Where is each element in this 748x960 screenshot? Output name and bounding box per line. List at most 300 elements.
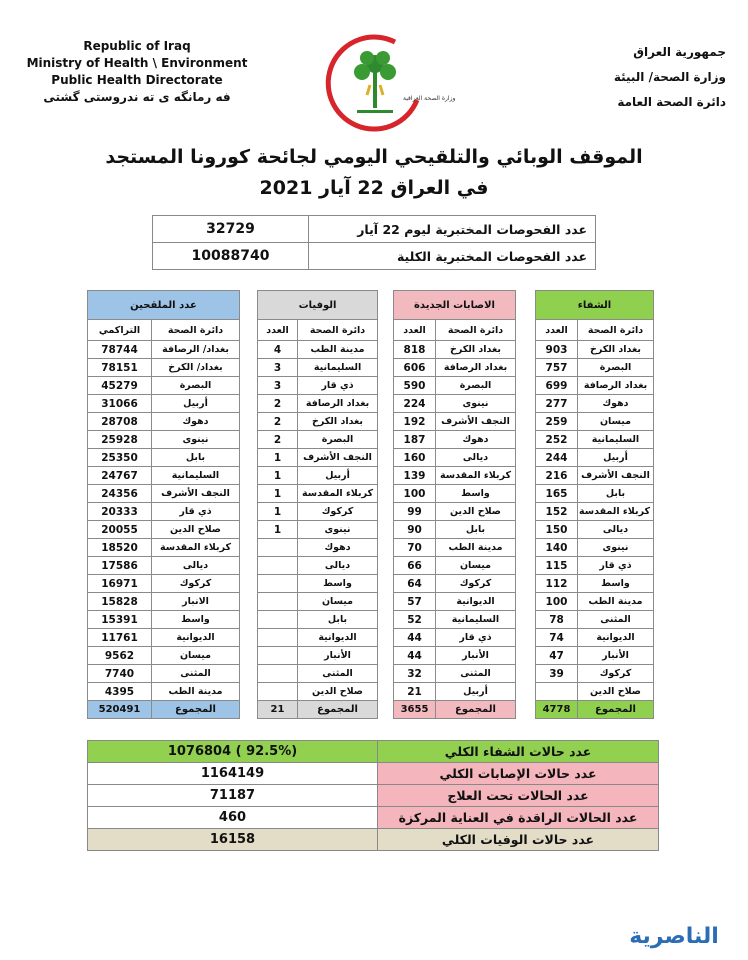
count-cell: 187 — [394, 431, 436, 449]
dept-cell: بغداد الرصافة — [298, 395, 378, 413]
header-en-line: Republic of Iraq — [83, 39, 191, 53]
count-cell: 757 — [536, 359, 578, 377]
dept-cell: دهوك — [152, 413, 240, 431]
count-cell: 11761 — [88, 629, 152, 647]
table-row — [394, 449, 516, 467]
count-cell — [258, 611, 298, 629]
table-row — [88, 593, 240, 611]
table-row — [258, 683, 378, 701]
total-label: المجموع — [436, 701, 516, 719]
count-cell: 1 — [258, 485, 298, 503]
dept-cell: صلاح الدين — [298, 683, 378, 701]
dept-cell: الديوانية — [578, 629, 654, 647]
dept-cell: بغداد الرصافة — [436, 359, 516, 377]
count-cell: 28708 — [88, 413, 152, 431]
table-row — [258, 341, 378, 359]
title-line-2: في العراق 22 آيار 2021 — [259, 177, 489, 199]
count-cell: 277 — [536, 395, 578, 413]
dept-cell: الأنبار — [436, 647, 516, 665]
dept-cell: كركوك — [578, 665, 654, 683]
summary-label: عدد الحالات الراقدة في العناية المركزة — [378, 807, 659, 829]
table-row — [536, 449, 654, 467]
table-row — [536, 467, 654, 485]
count-cell: 606 — [394, 359, 436, 377]
table-row — [258, 593, 378, 611]
watermark-text: الناصرية — [629, 924, 719, 949]
dept-cell: أربيل — [578, 449, 654, 467]
dept-cell: البصرة — [436, 377, 516, 395]
dept-cell: بغداد الكرخ — [578, 341, 654, 359]
table-row — [536, 341, 654, 359]
dept-cell: كربلاء المقدسة — [298, 485, 378, 503]
count-cell: 115 — [536, 557, 578, 575]
count-cell: 100 — [394, 485, 436, 503]
count-cell — [258, 539, 298, 557]
table-row — [258, 539, 378, 557]
table-row — [88, 575, 240, 593]
count-cell: 47 — [536, 647, 578, 665]
count-cell: 216 — [536, 467, 578, 485]
table-row — [258, 467, 378, 485]
table-row — [258, 557, 378, 575]
summary-value: 16158 — [88, 829, 378, 851]
table-row — [258, 485, 378, 503]
count-cell: 39 — [536, 665, 578, 683]
table-row — [394, 575, 516, 593]
count-cell: 25350 — [88, 449, 152, 467]
table-row — [258, 629, 378, 647]
dept-cell: النجف الأشرف — [436, 413, 516, 431]
recovery-total-row — [536, 701, 654, 719]
dept-cell: المثنى — [436, 665, 516, 683]
total-value: 520491 — [88, 701, 152, 719]
count-cell: 2 — [258, 395, 298, 413]
count-cell: 2 — [258, 431, 298, 449]
dept-cell: واسط — [298, 575, 378, 593]
count-cell: 165 — [536, 485, 578, 503]
table-row — [88, 557, 240, 575]
total-label: المجموع — [578, 701, 654, 719]
table-row — [88, 395, 240, 413]
count-cell: 18520 — [88, 539, 152, 557]
dept-cell: دهوك — [436, 431, 516, 449]
dept-cell: كربلاء المقدسة — [578, 503, 654, 521]
dept-cell: ديالى — [578, 521, 654, 539]
table-row — [88, 611, 240, 629]
header-english — [22, 38, 252, 106]
count-cell: 74 — [536, 629, 578, 647]
count-cell: 44 — [394, 629, 436, 647]
summary-label: عدد حالات الإصابات الكلي — [378, 763, 659, 785]
header-ar-line: وزارة الصحة/ البيئة — [613, 70, 726, 84]
table-row — [258, 431, 378, 449]
table-row — [88, 539, 240, 557]
dept-cell: السليمانية — [152, 467, 240, 485]
count-cell: 24767 — [88, 467, 152, 485]
table-row — [394, 611, 516, 629]
count-cell: 150 — [536, 521, 578, 539]
count-cell: 1 — [258, 521, 298, 539]
dept-cell: صلاح الدين — [436, 503, 516, 521]
total-label: المجموع — [152, 701, 240, 719]
summary-label: عدد حالات الشفاء الكلي — [378, 741, 659, 763]
dept-cell: ذي قار — [152, 503, 240, 521]
dept-cell: مدينة الطب — [152, 683, 240, 701]
dept-cell: واسط — [152, 611, 240, 629]
table-row — [258, 359, 378, 377]
count-cell: 66 — [394, 557, 436, 575]
tests-table — [152, 215, 596, 270]
logo-caption: وزارة الصحة العراقية — [403, 95, 456, 102]
count-cell: 2 — [258, 413, 298, 431]
cases-table — [393, 290, 516, 719]
summary-table — [87, 740, 659, 851]
table-row — [88, 341, 240, 359]
table-row — [394, 467, 516, 485]
dept-cell: الديوانية — [298, 629, 378, 647]
cases-total-row — [394, 701, 516, 719]
dept-cell: صلاح الدين — [578, 683, 654, 701]
dept-cell: دهوك — [578, 395, 654, 413]
dept-cell: بغداد/ الكرخ — [152, 359, 240, 377]
table-row — [88, 449, 240, 467]
table-row — [258, 611, 378, 629]
count-cell — [258, 647, 298, 665]
count-cell: 1 — [258, 503, 298, 521]
dept-cell: مدينة الطب — [298, 341, 378, 359]
tests-label: عدد الفحوصات المختبرية ليوم 22 آيار — [309, 216, 596, 243]
dept-cell: مدينة الطب — [578, 593, 654, 611]
dept-cell: صلاح الدين — [152, 521, 240, 539]
dept-cell: نينوى — [298, 521, 378, 539]
table-row — [88, 503, 240, 521]
dept-cell: بابل — [152, 449, 240, 467]
dept-cell: كربلاء المقدسة — [436, 467, 516, 485]
count-cell: 45279 — [88, 377, 152, 395]
count-cell: 64 — [394, 575, 436, 593]
column-header-count: العدد — [394, 320, 436, 341]
count-cell: 57 — [394, 593, 436, 611]
dept-cell: المثنى — [578, 611, 654, 629]
dept-cell: ميسان — [152, 647, 240, 665]
header-arabic — [526, 40, 726, 115]
dept-cell: السليمانية — [578, 431, 654, 449]
ministry-logo-icon — [315, 30, 456, 140]
table-row — [536, 557, 654, 575]
header-en-line: Ministry of Health \ Environment — [26, 56, 248, 70]
summary-row — [88, 763, 659, 785]
deaths-table — [257, 290, 378, 719]
dept-cell: أربيل — [298, 467, 378, 485]
total-value: 4778 — [536, 701, 578, 719]
cases-title: الاصابات الجديدة — [394, 291, 516, 320]
table-row — [394, 359, 516, 377]
dept-cell: ديالى — [152, 557, 240, 575]
table-row — [88, 665, 240, 683]
tests-label: عدد الفحوصات المختبرية الكلية — [309, 243, 596, 270]
dept-cell: النجف الأشرف — [152, 485, 240, 503]
table-row — [536, 521, 654, 539]
header-en-line: Public Health Directorate — [51, 73, 223, 87]
dept-cell: كربلاء المقدسة — [152, 539, 240, 557]
table-row — [394, 503, 516, 521]
dept-cell: البصرة — [152, 377, 240, 395]
dept-cell: الديوانية — [152, 629, 240, 647]
count-cell: 70 — [394, 539, 436, 557]
count-cell — [258, 575, 298, 593]
recovery-header-row — [536, 291, 654, 320]
dept-cell: ميسان — [578, 413, 654, 431]
deaths-title: الوفيات — [258, 291, 378, 320]
count-cell: 24356 — [88, 485, 152, 503]
table-row — [88, 467, 240, 485]
count-cell: 78744 — [88, 341, 152, 359]
count-cell: 52 — [394, 611, 436, 629]
count-cell: 20333 — [88, 503, 152, 521]
column-header-dept: دائرة الصحة — [298, 320, 378, 341]
table-row — [394, 395, 516, 413]
table-row — [536, 431, 654, 449]
summary-value: 460 — [88, 807, 378, 829]
tests-value: 32729 — [153, 216, 309, 243]
header-ar-line: دائرة الصحة العامة — [617, 95, 726, 109]
table-row — [394, 377, 516, 395]
count-cell: 78151 — [88, 359, 152, 377]
table-row — [88, 485, 240, 503]
count-cell: 590 — [394, 377, 436, 395]
dept-cell: كركوك — [152, 575, 240, 593]
summary-value: 1076804 ( 92.5%) — [88, 741, 378, 763]
vaccinated-table — [87, 290, 240, 719]
deaths-header-row — [258, 291, 378, 320]
count-cell: 15391 — [88, 611, 152, 629]
dept-cell: السليمانية — [298, 359, 378, 377]
column-header-count: العدد — [536, 320, 578, 341]
count-cell: 7740 — [88, 665, 152, 683]
table-row — [536, 665, 654, 683]
dept-cell: المثنى — [298, 665, 378, 683]
summary-value: 71187 — [88, 785, 378, 807]
count-cell — [258, 665, 298, 683]
column-header-dept: دائرة الصحة — [436, 320, 516, 341]
count-cell: 9562 — [88, 647, 152, 665]
table-row — [394, 539, 516, 557]
column-header-dept: دائرة الصحة — [578, 320, 654, 341]
table-row — [536, 611, 654, 629]
dept-cell: واسط — [436, 485, 516, 503]
recovery-column-headers — [536, 320, 654, 341]
summary-row — [88, 829, 659, 851]
dept-cell: الأنبار — [578, 647, 654, 665]
dept-cell: مدينة الطب — [436, 539, 516, 557]
count-cell: 244 — [536, 449, 578, 467]
table-row — [394, 593, 516, 611]
table-row — [258, 575, 378, 593]
summary-label: عدد حالات الوفيات الكلي — [378, 829, 659, 851]
dept-cell: النجف الأشرف — [298, 449, 378, 467]
count-cell: 4395 — [88, 683, 152, 701]
count-cell: 100 — [536, 593, 578, 611]
summary-value: 1164149 — [88, 763, 378, 785]
dept-cell: ديالى — [436, 449, 516, 467]
summary-row — [88, 741, 659, 763]
count-cell: 140 — [536, 539, 578, 557]
table-row — [536, 485, 654, 503]
count-cell: 1 — [258, 467, 298, 485]
deaths-column-headers — [258, 320, 378, 341]
table-row — [536, 539, 654, 557]
dept-cell: بغداد الرصافة — [578, 377, 654, 395]
count-cell: 252 — [536, 431, 578, 449]
table-row — [394, 413, 516, 431]
table-row — [394, 629, 516, 647]
count-cell: 21 — [394, 683, 436, 701]
count-cell: 4 — [258, 341, 298, 359]
table-row — [536, 377, 654, 395]
dept-cell: بغداد الكرخ — [298, 413, 378, 431]
column-header-count: التراكمي — [88, 320, 152, 341]
total-value: 21 — [258, 701, 298, 719]
count-cell: 259 — [536, 413, 578, 431]
watermark-logo-icon — [615, 914, 733, 954]
count-cell: 152 — [536, 503, 578, 521]
table-row — [394, 665, 516, 683]
vaccinated-total-row — [88, 701, 240, 719]
dept-cell: بغداد/ الرصافة — [152, 341, 240, 359]
total-label: المجموع — [298, 701, 378, 719]
table-row — [536, 413, 654, 431]
table-row — [88, 359, 240, 377]
dept-cell: واسط — [578, 575, 654, 593]
count-cell: 25928 — [88, 431, 152, 449]
dept-cell: المثنى — [152, 665, 240, 683]
dept-cell: كركوك — [436, 575, 516, 593]
table-row — [88, 629, 240, 647]
summary-row — [88, 785, 659, 807]
dept-cell: ميسان — [436, 557, 516, 575]
count-cell: 192 — [394, 413, 436, 431]
count-cell: 16971 — [88, 575, 152, 593]
vaccinated-title: عدد الملقحين — [88, 291, 240, 320]
count-cell — [258, 557, 298, 575]
dept-cell: ذي قار — [298, 377, 378, 395]
dept-cell: الديوانية — [436, 593, 516, 611]
vaccinated-header-row — [88, 291, 240, 320]
tests-row — [153, 243, 596, 270]
dept-cell: نينوى — [436, 395, 516, 413]
table-row — [258, 665, 378, 683]
table-row — [394, 431, 516, 449]
dept-cell: ذي قار — [436, 629, 516, 647]
dept-cell: البصرة — [578, 359, 654, 377]
dept-cell: ميسان — [298, 593, 378, 611]
table-row — [536, 647, 654, 665]
table-row — [88, 521, 240, 539]
column-header-count: العدد — [258, 320, 298, 341]
table-row — [258, 503, 378, 521]
count-cell: 15828 — [88, 593, 152, 611]
table-row — [536, 359, 654, 377]
vaccinated-column-headers — [88, 320, 240, 341]
table-row — [88, 683, 240, 701]
count-cell: 903 — [536, 341, 578, 359]
summary-label: عدد الحالات تحت العلاج — [378, 785, 659, 807]
dept-cell: بابل — [578, 485, 654, 503]
dept-cell: ديالى — [298, 557, 378, 575]
table-row — [394, 485, 516, 503]
table-row — [88, 431, 240, 449]
count-cell: 3 — [258, 377, 298, 395]
dept-cell: بابل — [298, 611, 378, 629]
table-row — [536, 629, 654, 647]
table-row — [258, 377, 378, 395]
table-row — [88, 413, 240, 431]
dept-cell: ذي قار — [578, 557, 654, 575]
dept-cell: كركوك — [298, 503, 378, 521]
count-cell: 699 — [536, 377, 578, 395]
count-cell — [258, 629, 298, 647]
count-cell: 818 — [394, 341, 436, 359]
dept-cell: الانبار — [152, 593, 240, 611]
table-row — [536, 593, 654, 611]
count-cell: 3 — [258, 359, 298, 377]
dept-cell: نينوى — [152, 431, 240, 449]
dept-cell: نينوى — [578, 539, 654, 557]
count-cell: 160 — [394, 449, 436, 467]
table-row — [536, 683, 654, 701]
summary-row — [88, 807, 659, 829]
count-cell — [258, 593, 298, 611]
report-title — [40, 142, 708, 204]
dept-cell: أربيل — [436, 683, 516, 701]
table-row — [258, 521, 378, 539]
dept-cell: أربيل — [152, 395, 240, 413]
title-line-1: الموقف الوبائي والتلقيحي اليومي لجائحة كورونا المستجد — [105, 146, 643, 168]
tests-value: 10088740 — [153, 243, 309, 270]
table-row — [394, 521, 516, 539]
recovery-title: الشفاء — [536, 291, 654, 320]
count-cell — [258, 683, 298, 701]
table-row — [394, 557, 516, 575]
dept-cell: النجف الأشرف — [578, 467, 654, 485]
table-row — [536, 395, 654, 413]
cases-header-row — [394, 291, 516, 320]
count-cell: 17586 — [88, 557, 152, 575]
count-cell: 31066 — [88, 395, 152, 413]
table-row — [258, 647, 378, 665]
count-cell: 44 — [394, 647, 436, 665]
count-cell: 224 — [394, 395, 436, 413]
dept-cell: الأنبار — [298, 647, 378, 665]
recovery-table — [535, 290, 654, 719]
table-row — [536, 503, 654, 521]
count-cell: 90 — [394, 521, 436, 539]
dept-cell: السليمانية — [436, 611, 516, 629]
table-row — [394, 341, 516, 359]
count-cell: 32 — [394, 665, 436, 683]
dept-cell: دهوك — [298, 539, 378, 557]
dept-cell: بغداد الكرخ — [436, 341, 516, 359]
count-cell: 139 — [394, 467, 436, 485]
count-cell: 20055 — [88, 521, 152, 539]
column-header-dept: دائرة الصحة — [152, 320, 240, 341]
header-kurdish-line: فه رمانگه ى ته ندروستى گشتى — [43, 90, 231, 104]
table-row — [258, 395, 378, 413]
count-cell: 99 — [394, 503, 436, 521]
dept-cell: بابل — [436, 521, 516, 539]
count-cell: 112 — [536, 575, 578, 593]
count-cell — [536, 683, 578, 701]
